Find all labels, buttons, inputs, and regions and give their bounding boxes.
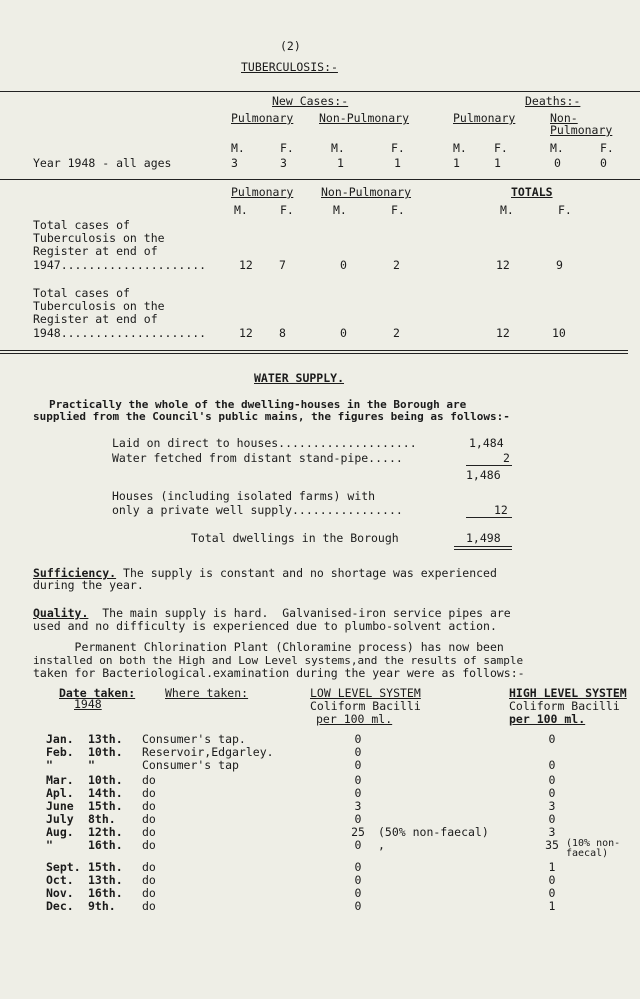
sample-month: Nov. bbox=[46, 886, 74, 900]
col-f: F. bbox=[280, 203, 294, 217]
double-rule bbox=[454, 546, 512, 550]
row2-value: 12 bbox=[496, 326, 510, 340]
sample-month: Oct. bbox=[46, 873, 74, 887]
col-m: M. bbox=[234, 203, 248, 217]
sufficiency-text: The supply is constant and no shortage was experienced bbox=[116, 566, 497, 580]
sample-day: 16th. bbox=[88, 838, 123, 852]
row2-label: 1948..................... bbox=[33, 326, 207, 340]
subtotal-value: 1,486 bbox=[466, 468, 501, 482]
quality-text: used and no difficulty is experienced due to plumbo-solvent action. bbox=[33, 619, 497, 633]
sample-day: 10th. bbox=[88, 745, 123, 759]
water-intro: Practically the whole of the dwelling-houses in the Borough are bbox=[49, 398, 467, 411]
row1-value: 0 bbox=[340, 258, 347, 272]
sample-low-note: (50% non-faecal) bbox=[378, 825, 489, 839]
sample-month: Sept. bbox=[46, 860, 81, 874]
sample-day: 12th. bbox=[88, 825, 123, 839]
sample-day: 10th. bbox=[88, 773, 123, 787]
row2-value: 0 bbox=[340, 326, 347, 340]
sample-where: do bbox=[142, 838, 156, 852]
sample-month: Apl. bbox=[46, 786, 74, 800]
row1-value: 12 bbox=[496, 258, 510, 272]
where-taken-heading: Where taken: bbox=[165, 686, 249, 700]
sample-where: Reservoir,Edgarley. bbox=[142, 745, 274, 759]
sample-high-value: 35 bbox=[545, 838, 559, 852]
col-f: F. bbox=[600, 141, 614, 155]
sample-where: do bbox=[142, 825, 156, 839]
col-m: M. bbox=[333, 203, 347, 217]
totals-heading: TOTALS bbox=[511, 185, 553, 199]
row1-label: 1947..................... bbox=[33, 258, 207, 272]
sample-high-value: 3 bbox=[548, 799, 556, 813]
row2-value: 8 bbox=[279, 326, 286, 340]
sample-high-value: 0 bbox=[548, 786, 556, 800]
sample-day: 13th. bbox=[88, 732, 123, 746]
sample-month: Aug. bbox=[46, 825, 74, 839]
sample-low-value: 0 bbox=[354, 838, 362, 852]
sample-month: Jan. bbox=[46, 732, 74, 746]
sufficiency-heading: Sufficiency. bbox=[33, 566, 117, 580]
sample-month: June bbox=[46, 799, 74, 813]
rule bbox=[466, 517, 512, 518]
sample-month: July bbox=[46, 812, 74, 826]
sample-low-value: 0 bbox=[354, 860, 362, 874]
high-level-heading: HIGH LEVEL SYSTEM bbox=[509, 686, 627, 700]
water-intro: supplied from the Council's public mains, the figures being as follows:- bbox=[33, 410, 510, 423]
quality-heading: Quality. bbox=[33, 606, 89, 620]
row1-value: 12 bbox=[239, 258, 253, 272]
houses-label: Houses (including isolated farms) with bbox=[112, 489, 376, 503]
row2-label: Register at end of bbox=[33, 312, 158, 326]
sample-low-value: 0 bbox=[354, 786, 362, 800]
sample-high-value: 0 bbox=[548, 886, 556, 900]
sample-high-value: 0 bbox=[548, 773, 556, 787]
sample-low-value: 0 bbox=[354, 886, 362, 900]
tuberculosis-title: TUBERCULOSIS:- bbox=[241, 60, 338, 74]
sample-day: " bbox=[88, 758, 95, 772]
total-dwellings-label: Total dwellings in the Borough bbox=[191, 531, 399, 545]
sample-low-value: 0 bbox=[354, 732, 362, 746]
sample-high-value: 0 bbox=[548, 732, 556, 746]
sample-where: do bbox=[142, 899, 156, 913]
non-pulmonary-heading: Non-Pulmonary bbox=[319, 111, 410, 125]
sample-where: do bbox=[142, 786, 156, 800]
col-f: F. bbox=[391, 141, 405, 155]
sample-where: do bbox=[142, 812, 156, 826]
sample-low-value: 0 bbox=[354, 773, 362, 787]
year-value: 1 bbox=[453, 156, 460, 170]
sample-month: " bbox=[46, 838, 53, 852]
sample-day: 9th. bbox=[88, 899, 116, 913]
sample-high-value: 0 bbox=[548, 812, 556, 826]
col-f: F. bbox=[280, 141, 294, 155]
sample-low-value: 25 bbox=[351, 825, 365, 839]
col-f: F. bbox=[558, 203, 572, 217]
new-cases-heading: New Cases:- bbox=[272, 94, 349, 108]
low-per-100-heading: per 100 ml. bbox=[316, 712, 393, 726]
laid-on-value: 1,484 bbox=[469, 436, 504, 450]
register-pulmonary-heading: Pulmonary bbox=[231, 185, 294, 199]
row2-value: 2 bbox=[393, 326, 400, 340]
total-dwellings-value: 1,498 bbox=[466, 531, 501, 545]
rule bbox=[466, 465, 512, 466]
sample-where: do bbox=[142, 799, 156, 813]
row1-value: 7 bbox=[279, 258, 286, 272]
sample-high-note: (10% non-faecal) bbox=[566, 838, 621, 859]
year-value: 3 bbox=[231, 156, 238, 170]
pulmonary-heading: Pulmonary bbox=[231, 111, 294, 125]
date-taken-heading: Date taken: bbox=[59, 686, 136, 700]
col-m: M. bbox=[500, 203, 514, 217]
deaths-heading: Deaths:- bbox=[525, 94, 581, 108]
low-coliform-heading: Coliform Bacilli bbox=[310, 699, 421, 713]
sample-high-value: 1 bbox=[548, 860, 556, 874]
sample-month: " bbox=[46, 758, 53, 772]
sample-low-value: 0 bbox=[354, 873, 362, 887]
sample-low-value: 0 bbox=[354, 899, 362, 913]
sample-where: Consumer's tap. bbox=[142, 732, 246, 746]
houses-value: 12 bbox=[494, 503, 508, 517]
col-f: F. bbox=[494, 141, 508, 155]
sample-month: Mar. bbox=[46, 773, 74, 787]
row2-label: Tuberculosis on the bbox=[33, 299, 165, 313]
water-supply-title: WATER SUPPLY. bbox=[254, 371, 345, 385]
col-m: M. bbox=[550, 141, 564, 155]
sample-high-value: 3 bbox=[548, 825, 556, 839]
row1-value: 9 bbox=[556, 258, 563, 272]
sample-where: do bbox=[142, 886, 156, 900]
fetched-value: 2 bbox=[503, 451, 510, 465]
sufficiency-text: during the year. bbox=[33, 578, 144, 592]
sample-month: Dec. bbox=[46, 899, 74, 913]
sample-month: Feb. bbox=[46, 745, 74, 759]
sample-high-value: 1 bbox=[548, 899, 556, 913]
year-value: 1 bbox=[337, 156, 344, 170]
rule bbox=[0, 179, 640, 180]
chlorination-text: taken for Bacteriological.examination during the year were as follows:- bbox=[33, 666, 525, 680]
col-f: F. bbox=[391, 203, 405, 217]
sample-day: 15th. bbox=[88, 799, 123, 813]
sample-where: do bbox=[142, 860, 156, 874]
high-coliform-heading: Coliform Bacilli bbox=[509, 699, 620, 713]
fetched-label: Water fetched from distant stand-pipe..... bbox=[112, 451, 403, 465]
deaths-non-pulmonary-heading: Pulmonary bbox=[550, 123, 613, 137]
sample-low-note: , bbox=[378, 838, 385, 852]
laid-on-label: Laid on direct to houses.................... bbox=[112, 436, 417, 450]
col-m: M. bbox=[231, 141, 245, 155]
sample-day: 8th. bbox=[88, 812, 116, 826]
low-level-heading: LOW LEVEL SYSTEM bbox=[310, 686, 421, 700]
chlorination-text: Permanent Chlorination Plant (Chloramine process) has now been bbox=[33, 640, 504, 654]
sample-where: Consumer's tap bbox=[142, 758, 239, 772]
sample-low-value: 0 bbox=[354, 758, 362, 772]
year-value: 3 bbox=[280, 156, 287, 170]
sample-day: 15th. bbox=[88, 860, 123, 874]
sample-high-value: 0 bbox=[548, 758, 556, 772]
row2-label: Total cases of bbox=[33, 286, 130, 300]
sample-day: 16th. bbox=[88, 886, 123, 900]
chlorination-text: installed on both the High and Low Level systems,and the results of sample bbox=[33, 654, 524, 667]
row1-label: Register at end of bbox=[33, 244, 158, 258]
deaths-pulmonary-heading: Pulmonary bbox=[453, 111, 516, 125]
col-m: M. bbox=[331, 141, 345, 155]
year-value: 0 bbox=[554, 156, 561, 170]
year-value: 1 bbox=[494, 156, 501, 170]
sample-day: 13th. bbox=[88, 873, 123, 887]
sample-where: do bbox=[142, 773, 156, 787]
sample-low-value: 0 bbox=[354, 745, 362, 759]
row1-label: Total cases of bbox=[33, 218, 130, 232]
year-value: 1 bbox=[394, 156, 401, 170]
year-value: 0 bbox=[600, 156, 607, 170]
quality-text: The main supply is hard. Galvanised-iron service pipes are bbox=[88, 606, 511, 620]
sample-where: do bbox=[142, 873, 156, 887]
sample-low-value: 3 bbox=[354, 799, 362, 813]
row1-value: 2 bbox=[393, 258, 400, 272]
sample-low-value: 0 bbox=[354, 812, 362, 826]
sample-day: 14th. bbox=[88, 786, 123, 800]
deaths-non-heading: Non- bbox=[550, 111, 578, 125]
register-non-pulmonary-heading: Non-Pulmonary bbox=[321, 185, 412, 199]
year-row-label: Year 1948 - all ages bbox=[33, 156, 172, 170]
double-rule bbox=[0, 350, 628, 354]
row2-value: 10 bbox=[552, 326, 566, 340]
year-heading: 1948 bbox=[74, 697, 102, 711]
row2-value: 12 bbox=[239, 326, 253, 340]
rule bbox=[0, 91, 640, 92]
row1-label: Tuberculosis on the bbox=[33, 231, 165, 245]
houses-label: only a private well supply................ bbox=[112, 503, 403, 517]
sample-high-value: 0 bbox=[548, 873, 556, 887]
high-per-100-heading: per 100 ml. bbox=[509, 712, 586, 726]
col-m: M. bbox=[453, 141, 467, 155]
page-number: (2) bbox=[280, 39, 301, 53]
